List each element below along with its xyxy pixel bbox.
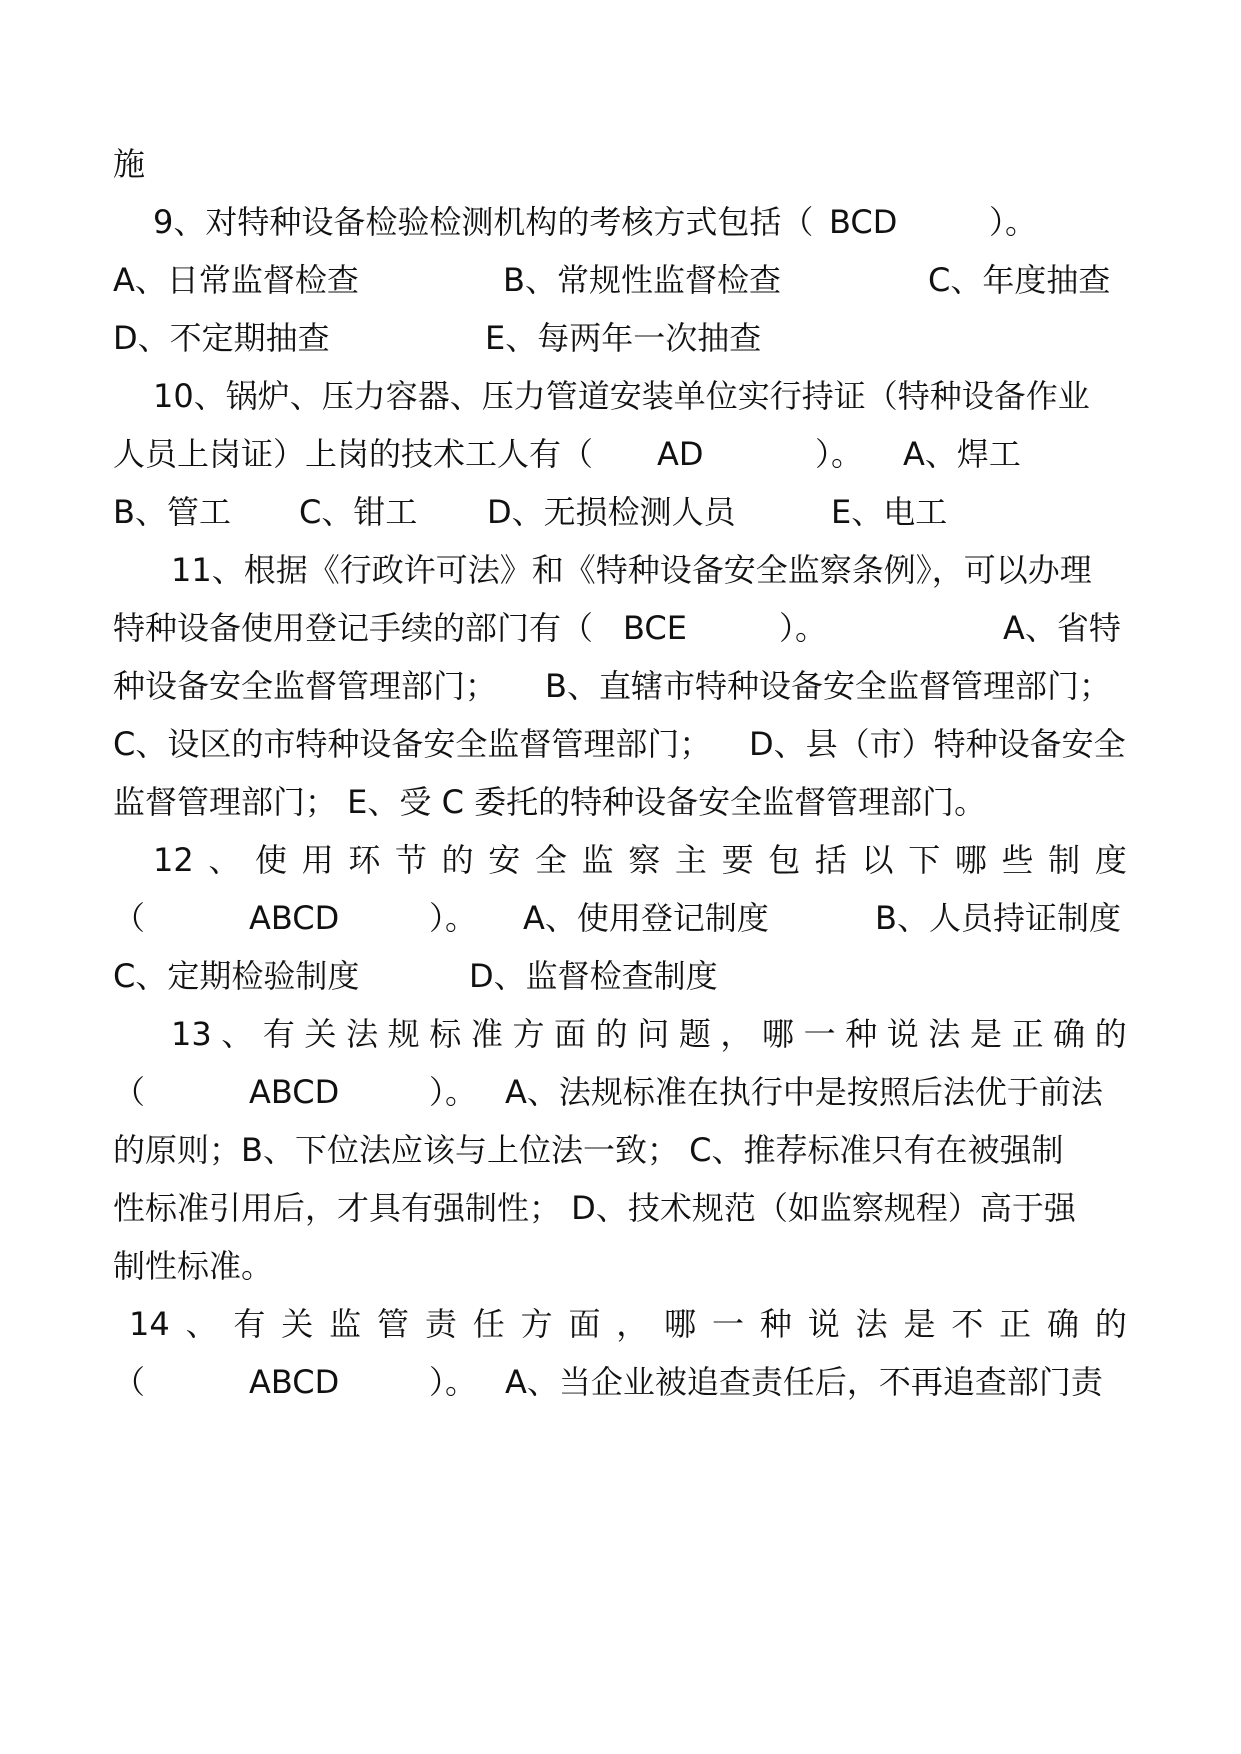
question-12-options bbox=[113, 946, 1133, 1006]
stem-char: 12 bbox=[153, 841, 194, 879]
text-fragment: 施 bbox=[113, 145, 146, 183]
stem-char: 监 bbox=[581, 841, 614, 879]
question-11-options bbox=[113, 656, 1133, 716]
question-11-answer: BCE bbox=[623, 609, 687, 647]
closing-paren: ）。 bbox=[429, 1073, 478, 1111]
stem-char: 以 bbox=[861, 841, 894, 879]
stem-char: 面 bbox=[568, 1305, 601, 1343]
stem-char: 主 bbox=[674, 841, 707, 879]
question-10-stem: 10、锅炉、压力容器、压力管道安装单位实行持证（特种设备作业 bbox=[153, 377, 1090, 415]
question-9-options bbox=[113, 308, 1133, 368]
option-b-c: 的原则；B、下位法应该与上位法一致； C、推荐标准只有在被强制 bbox=[113, 1131, 1064, 1169]
closing-paren: ）。 bbox=[429, 899, 478, 937]
stem-char: 哪 bbox=[762, 1015, 795, 1053]
option-c: C、钳工 bbox=[299, 493, 418, 531]
stem-char: 是 bbox=[903, 1305, 936, 1343]
closing-paren: ）。 bbox=[779, 609, 828, 647]
stem-char: 方 bbox=[520, 1305, 553, 1343]
opening-paren: （ bbox=[113, 899, 146, 937]
stem-char: 法 bbox=[855, 1305, 888, 1343]
question-9-answer: BCD bbox=[829, 203, 898, 241]
question-10-answer: AD bbox=[657, 435, 704, 473]
option-c: C、定期检验制度 bbox=[113, 957, 360, 995]
stem-char: 种 bbox=[759, 1305, 792, 1343]
stem-char: 是 bbox=[969, 1015, 1002, 1053]
question-11-stem: 11、根据《行政许可法》和《特种设备安全监察条例》，可以办理 bbox=[171, 551, 1092, 589]
option-c-d: 性标准引用后，才具有强制性； D、技术规范（如监察规程）高于强 bbox=[113, 1189, 1076, 1227]
stem-char: 说 bbox=[807, 1305, 840, 1343]
question-9-options bbox=[113, 250, 1133, 310]
stem-char: 下 bbox=[908, 841, 941, 879]
stem-char: 管 bbox=[377, 1305, 410, 1343]
stem-char: 面 bbox=[554, 1015, 587, 1053]
option-e: E、电工 bbox=[831, 493, 948, 531]
option-a: A、省特 bbox=[1003, 609, 1121, 647]
stem-char: 环 bbox=[348, 841, 381, 879]
stem-char: 节 bbox=[394, 841, 427, 879]
option-a: A、焊工 bbox=[903, 435, 1021, 473]
option-a: A、使用登记制度 bbox=[523, 899, 769, 937]
stem-char: 不 bbox=[951, 1305, 984, 1343]
question-12-stem bbox=[153, 830, 1127, 890]
option-d-cont: 制性标准。 bbox=[113, 1247, 274, 1285]
stem-char: 哪 bbox=[664, 1305, 697, 1343]
stem-char: 正 bbox=[1011, 1015, 1044, 1053]
closing-paren: ）。 bbox=[429, 1363, 478, 1401]
question-14-answer: ABCD bbox=[249, 1363, 340, 1401]
question-11-line bbox=[113, 540, 1133, 600]
stem-char: 关 bbox=[304, 1015, 337, 1053]
stem-char: 法 bbox=[346, 1015, 379, 1053]
question-13-answer: ABCD bbox=[249, 1073, 340, 1111]
stem-char: 括 bbox=[814, 841, 847, 879]
stem-char: 一 bbox=[803, 1015, 836, 1053]
question-10-options bbox=[113, 482, 1133, 542]
stem-char: 说 bbox=[886, 1015, 919, 1053]
question-11-line bbox=[113, 598, 1133, 658]
question-13-stem bbox=[171, 1004, 1127, 1064]
text-line bbox=[113, 134, 1133, 194]
question-13-options bbox=[113, 1178, 1133, 1238]
stem-char: 用 bbox=[301, 841, 334, 879]
stem-char: ， bbox=[616, 1305, 649, 1343]
question-14-line bbox=[113, 1352, 1133, 1412]
stem-char: 察 bbox=[628, 841, 661, 879]
question-11-stem-cont: 特种设备使用登记手续的部门有（ bbox=[113, 609, 594, 647]
question-12-line bbox=[113, 888, 1133, 948]
option-a: A、当企业被追查责任后，不再追查部门责 bbox=[505, 1363, 1103, 1401]
question-14-stem bbox=[129, 1294, 1127, 1354]
option-b: B、人员持证制度 bbox=[875, 899, 1121, 937]
stem-char: 要 bbox=[721, 841, 754, 879]
closing-paren: ）。 bbox=[989, 203, 1038, 241]
question-13-options bbox=[113, 1120, 1133, 1180]
option-a-cont: 种设备安全监督管理部门； bbox=[113, 667, 498, 705]
option-d: D、县（市）特种设备安全 bbox=[749, 725, 1126, 763]
option-c: C、年度抽查 bbox=[928, 261, 1111, 299]
closing-paren: ）。 bbox=[815, 435, 864, 473]
stem-char: 有 bbox=[233, 1305, 266, 1343]
option-a: A、日常监督检查 bbox=[113, 261, 359, 299]
stem-char: 13 bbox=[171, 1015, 212, 1053]
stem-char: 的 bbox=[595, 1015, 628, 1053]
stem-char: 安 bbox=[488, 841, 521, 879]
option-d: D、无损检测人员 bbox=[487, 493, 736, 531]
question-12-answer: ABCD bbox=[249, 899, 340, 937]
stem-char: 度 bbox=[1094, 841, 1127, 879]
stem-char: 14 bbox=[129, 1305, 170, 1343]
question-10-line bbox=[113, 424, 1133, 484]
option-e: E、每两年一次抽查 bbox=[485, 319, 762, 357]
stem-char: 、 bbox=[185, 1305, 218, 1343]
stem-char: 确 bbox=[1047, 1305, 1080, 1343]
stem-char: 任 bbox=[472, 1305, 505, 1343]
option-d: D、不定期抽查 bbox=[113, 319, 330, 357]
stem-char: 一 bbox=[712, 1305, 745, 1343]
stem-char: 哪 bbox=[954, 841, 987, 879]
question-9-stem: 9、对特种设备检验检测机构的考核方式包括（ bbox=[153, 203, 814, 241]
question-13-options bbox=[113, 1236, 1133, 1296]
stem-char: 问 bbox=[637, 1015, 670, 1053]
stem-char: 责 bbox=[424, 1305, 457, 1343]
opening-paren: （ bbox=[113, 1363, 146, 1401]
stem-char: 标 bbox=[429, 1015, 462, 1053]
option-e: 监督管理部门； E、受 C 委托的特种设备安全监督管理部门。 bbox=[113, 783, 987, 821]
stem-char: 正 bbox=[999, 1305, 1032, 1343]
stem-char: 法 bbox=[928, 1015, 961, 1053]
question-13-line bbox=[113, 1062, 1133, 1122]
question-11-options bbox=[113, 772, 1133, 832]
option-c: C、设区的市特种设备安全监督管理部门； bbox=[113, 725, 712, 763]
stem-char: 的 bbox=[1094, 1305, 1127, 1343]
stem-char: 种 bbox=[845, 1015, 878, 1053]
stem-char: 全 bbox=[534, 841, 567, 879]
stem-char: 规 bbox=[387, 1015, 420, 1053]
stem-char: 准 bbox=[470, 1015, 503, 1053]
opening-paren: （ bbox=[113, 1073, 146, 1111]
stem-char: 制 bbox=[1048, 841, 1081, 879]
stem-char: 些 bbox=[1001, 841, 1034, 879]
question-10-stem-cont: 人员上岗证）上岗的技术工人有（ bbox=[113, 435, 594, 473]
stem-char: 确 bbox=[1053, 1015, 1086, 1053]
stem-char: 关 bbox=[281, 1305, 314, 1343]
stem-char: 有 bbox=[262, 1015, 295, 1053]
stem-char: 题 bbox=[678, 1015, 711, 1053]
option-b: B、管工 bbox=[113, 493, 231, 531]
stem-char: 、 bbox=[221, 1015, 254, 1053]
option-b: B、直辖市特种设备安全监督管理部门； bbox=[545, 667, 1111, 705]
question-11-options bbox=[113, 714, 1133, 774]
stem-char: 、 bbox=[208, 841, 241, 879]
stem-char: 监 bbox=[329, 1305, 362, 1343]
option-b: B、常规性监督检查 bbox=[503, 261, 781, 299]
stem-char: 的 bbox=[441, 841, 474, 879]
stem-char: 包 bbox=[768, 841, 801, 879]
stem-char: 的 bbox=[1094, 1015, 1127, 1053]
option-a: A、法规标准在执行中是按照后法优于前法 bbox=[505, 1073, 1103, 1111]
question-10-line bbox=[113, 366, 1133, 426]
stem-char: 方 bbox=[512, 1015, 545, 1053]
stem-char: 使 bbox=[255, 841, 288, 879]
option-d: D、监督检查制度 bbox=[469, 957, 718, 995]
question-9-line bbox=[113, 192, 1133, 252]
stem-char: ， bbox=[720, 1015, 753, 1053]
